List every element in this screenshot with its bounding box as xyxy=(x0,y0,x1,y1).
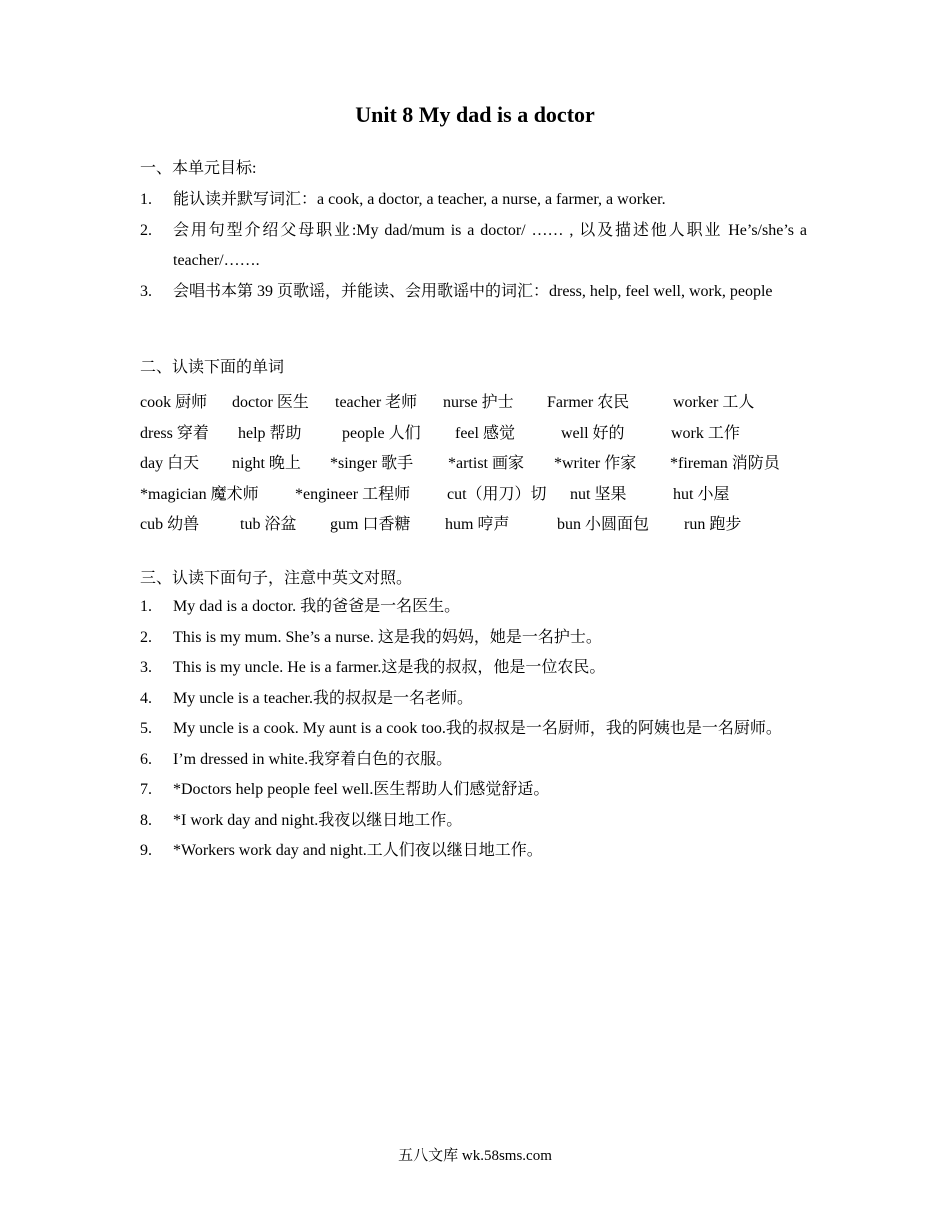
item-text: This is my uncle. He is a farmer.这是我的叔叔，他是一位农民。 xyxy=(173,659,606,676)
sentences-list xyxy=(140,592,820,867)
list-item xyxy=(140,745,820,776)
vocabulary-word: cook 厨师 xyxy=(140,394,208,411)
list-item xyxy=(140,684,820,715)
vocabulary-word: work 工作 xyxy=(671,424,740,442)
vocabulary-word: *singer 歌手 xyxy=(330,455,414,472)
section-heading-words: 二、认读下面的单词 xyxy=(140,359,285,376)
vocabulary-word: cut（用刀）切 xyxy=(447,485,547,503)
list-item xyxy=(140,216,807,277)
vocabulary-word: cub 幼兽 xyxy=(140,516,200,533)
item-number: 1. xyxy=(140,191,152,208)
vocabulary-row xyxy=(140,510,840,541)
vocabulary-word: hum 哼声 xyxy=(445,516,510,533)
item-text: My uncle is a cook. My aunt is a cook too.我的叔叔是一名厨师，我的阿姨也是一名厨师。 xyxy=(173,720,782,737)
vocabulary-word: feel 感觉 xyxy=(455,424,515,442)
item-number: 2. xyxy=(140,628,152,646)
list-item xyxy=(140,836,820,867)
section-heading-sentences: 三、认读下面句子，注意中英文对照。 xyxy=(140,570,413,587)
item-text: *I work day and night.我夜以继日地工作。 xyxy=(173,811,463,829)
vocabulary-row xyxy=(140,388,840,419)
item-text: *Doctors help people feel well.医生帮助人们感觉舒适。 xyxy=(173,781,550,798)
item-text: *Workers work day and night.工人们夜以继日地工作。 xyxy=(173,842,543,859)
item-number: 9. xyxy=(140,842,152,859)
item-number: 8. xyxy=(140,811,152,829)
item-text: My dad is a doctor. 我的爸爸是一名医生。 xyxy=(173,598,461,615)
item-number: 3. xyxy=(140,282,152,300)
item-number: 5. xyxy=(140,720,152,737)
page-title: Unit 8 My dad is a doctor xyxy=(355,102,595,127)
vocabulary-word: help 帮助 xyxy=(238,424,302,442)
vocabulary-word: *writer 作家 xyxy=(554,455,637,472)
item-number: 2. xyxy=(140,221,152,239)
item-text: I’m dressed in white.我穿着白色的衣服。 xyxy=(173,750,453,768)
list-item xyxy=(140,775,820,806)
vocabulary-word: tub 浴盆 xyxy=(240,516,297,533)
list-item xyxy=(140,714,820,745)
vocabulary-word: doctor 医生 xyxy=(232,394,309,411)
vocabulary-word: dress 穿着 xyxy=(140,424,209,442)
item-text: 能认读并默写词汇：a cook, a doctor, a teacher, a nurse, a farmer, a worker. xyxy=(173,191,666,208)
vocabulary-word: *artist 画家 xyxy=(448,455,524,472)
vocabulary-row xyxy=(140,419,840,450)
vocabulary-word: gum 口香糖 xyxy=(330,516,411,533)
list-item xyxy=(140,277,807,308)
vocabulary-word: night 晚上 xyxy=(232,455,301,472)
vocabulary-word: *fireman 消防员 xyxy=(670,455,780,472)
vocabulary-word: *magician 魔术师 xyxy=(140,485,259,503)
item-number: 4. xyxy=(140,689,152,707)
vocabulary-word: run 跑步 xyxy=(684,516,742,533)
vocabulary-word: hut 小屋 xyxy=(673,485,730,503)
item-text: 会唱书本第 39 页歌谣，并能读、会用歌谣中的词汇：dress, help, feel well, work, people xyxy=(173,282,773,300)
vocabulary-word: teacher 老师 xyxy=(335,394,418,411)
vocabulary-row xyxy=(140,480,840,511)
item-text: My uncle is a teacher.我的叔叔是一名老师。 xyxy=(173,689,473,707)
vocabulary-word: bun 小圆面包 xyxy=(557,516,650,533)
vocabulary-word: *engineer 工程师 xyxy=(295,485,411,503)
item-number: 6. xyxy=(140,750,152,768)
vocabulary-grid xyxy=(140,388,840,541)
vocabulary-word: Farmer 农民 xyxy=(547,394,630,411)
item-number: 1. xyxy=(140,598,152,615)
vocabulary-row xyxy=(140,449,840,480)
list-item xyxy=(140,653,820,684)
vocabulary-word: nut 坚果 xyxy=(570,485,627,503)
list-item xyxy=(140,185,807,216)
vocabulary-word: day 白天 xyxy=(140,455,200,472)
item-text: This is my mum. She’s a nurse. 这是我的妈妈，她是一名护士。 xyxy=(173,628,602,646)
page-footer: 五八文库 wk.58sms.com xyxy=(398,1148,552,1164)
list-item xyxy=(140,623,820,654)
vocabulary-word: nurse 护士 xyxy=(443,394,514,411)
item-text: 会用句型介绍父母职业:My dad/mum is a doctor/ …… , 以及描述他人职业 He’s/she’s a teacher/……. xyxy=(173,221,807,269)
list-item xyxy=(140,592,820,623)
goals-list xyxy=(140,185,820,307)
vocabulary-word: worker 工人 xyxy=(673,394,755,411)
list-item xyxy=(140,806,820,837)
vocabulary-word: well 好的 xyxy=(561,424,625,442)
vocabulary-word: people 人们 xyxy=(342,424,421,442)
item-number: 7. xyxy=(140,781,152,798)
item-number: 3. xyxy=(140,659,152,676)
section-heading-goals: 一、本单元目标: xyxy=(140,160,257,177)
